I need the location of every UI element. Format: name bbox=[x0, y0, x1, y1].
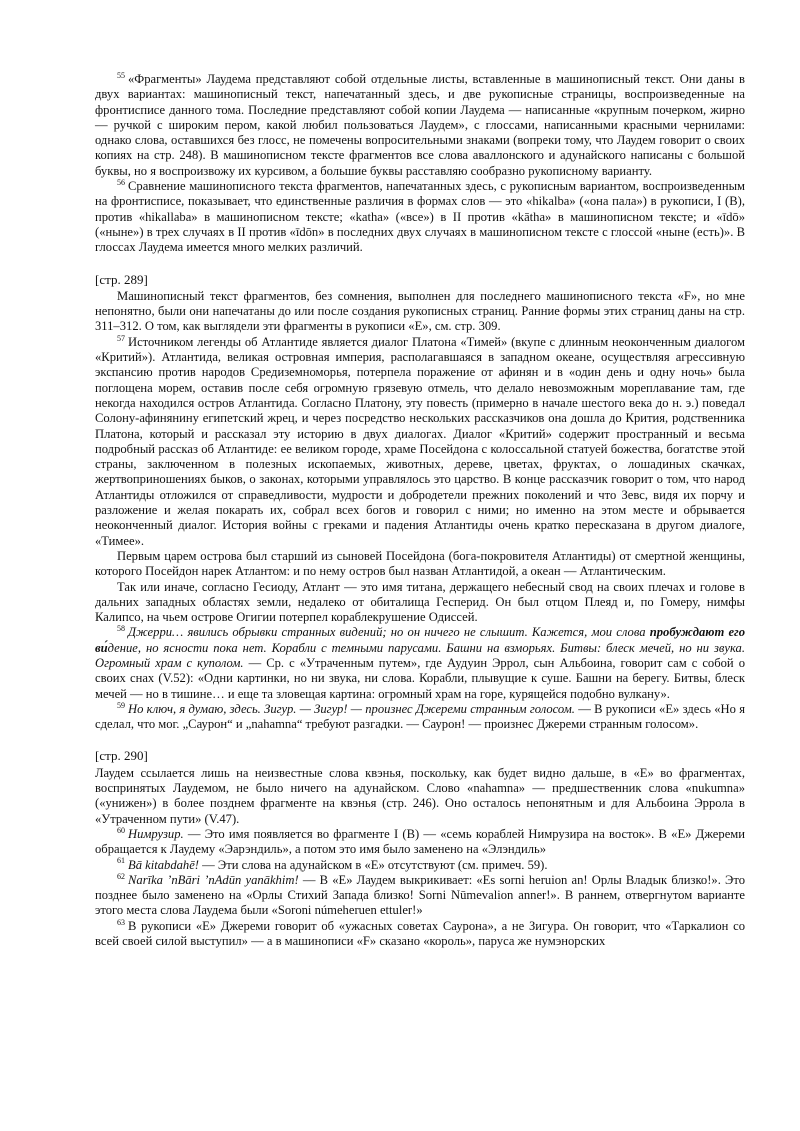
footnote-number: 60 bbox=[117, 825, 125, 835]
quote-italic: Narīka ʼnBāri ʼnAdūn yanākhim! bbox=[128, 872, 299, 887]
page-marker-289: [стр. 289] bbox=[95, 271, 148, 287]
footnote-text: — В «E» Лаудем выкрикивает: «Es sorni heruion an! Орлы Владык близко!». Это позднее было заменено на «Орлы Стихий Запада близко! Sorni Nūmevalion anner!». В раннем, отвергнутом варианте этого места слова Лаудема были «Soroni númeheruen ettuler!» bbox=[95, 872, 745, 918]
footnote-number: 58 bbox=[117, 624, 125, 634]
footnote-57-continued-2: Так или иначе, согласно Гесиоду, Атлант — это имя титана, держащего небесный свод на своих плечах и голове в дальних западных областях земли, недалеко от обиталища Гесперид. Он был отцом Плеяд и, по Гомеру, нимфы Калипсо, на чьем острове Огигии потерпел кораблекрушение Одиссей. bbox=[95, 579, 745, 625]
paragraph-290-intro: Лаудем ссылается лишь на неизвестные слова квэнья, поскольку, как будет видно дальше, в «E» во фрагментах, воспринятых Лаудемом, не было ничего на адунайском. Слово «nahamna» — предшественник слова «nukumna» («унижен») в более позднем фрагменте на квэнья (стр. 246). Оно осталось непонятным и для Альбоина Эррола в «Утраченном пути» (V.47). bbox=[95, 765, 745, 826]
footnote-number: 63 bbox=[117, 917, 125, 927]
footnote-number: 55 bbox=[117, 70, 125, 80]
quote-italic: Джерри… явились обрывки странных видений; но он ничего не слышит. Кажется, мои слова bbox=[128, 625, 646, 640]
quote-italic: Нимрузир. bbox=[128, 826, 184, 841]
quote-italic: Bā kitabdahē! bbox=[128, 857, 199, 872]
footnote-number: 57 bbox=[117, 333, 125, 343]
footnote-text: Источником легенды об Атлантиде является диалог Платона «Тимей» (вкупе с длинным неоконченным диалогом «Критий»). Атлантида, великая островная империя, располагавшаяся в западном океане, осуществляя агрессивную экспансию против народов Средиземноморья, потерпела поражение от афинян и в «один день и одну ночь» была поглощена морем, оставив после себя огромную грязевую отмель, что делало невозможным мореплавание там, где некогда находился остров Атлантида. Согласно Платону, эту повесть (примерно в начале шестого века до н. э.) поведал Солону-афинянину египетский жрец, и через посредство нескольких рассказчиков она дошла до Крития, родственника Платона, который и рассказал эту историю в двух диалогах. Диалог «Критий» содержит пространный и весьма подробный рассказ об Атлантиде: ее великом городе, храме Посейдона с колоссальной статуей божества, богатстве этой страны, заключенном в полезных ископаемых, животных, дереве, цветах, фруктах, о лошадиных скачках, жертвоприношениях быков, о законах, которыми управлялось это царство. В конце рассказчик говорит о том, что народ Атлантиды отложился от справедливости, мудрости и добродетели прежних поколений и что Зевс, видя их порчу и разложение и желая покарать их, собрал всех богов и говорил с ними; но именно на этом месте и обрывается неоконченный диалог. История войны с греками и падения Атлантиды очень кратко пересказана в другом диалоге, «Тимее». bbox=[95, 334, 745, 548]
footnote-60 bbox=[95, 827, 745, 858]
footnote-57 bbox=[95, 335, 745, 549]
footnote-number: 59 bbox=[117, 700, 125, 710]
footnote-63 bbox=[95, 919, 745, 950]
footnote-text: В рукописи «E» Джереми говорит об «ужасных советах Саурона», а не Зигура. Он говорит, что «Таркалион со всей своей силой выступил» — а в машинописи «F» сказано «король», паруса же нумэнорских bbox=[95, 918, 745, 949]
footnote-text: Сравнение машинописного текста фрагментов, напечатанных здесь, с рукописным вариантом, воспроизведенным на фронтисписе, показывает, что единственные различия в формах слов — это «hikalba» («она пала») в рукописи, I (B), против «hikallaba» в машинописном тексте; «katha» («все») в II против «kātha» в машинописном тексте; и «īdō» («ныне») в трех случаях в II против «īdōn» в последних двух случаях в машинописном тексте с глоссой «ныне (есть)». В глоссах Лаудема имеется много мелких различий. bbox=[95, 179, 745, 255]
footnote-text: — Это имя появляется во фрагменте I (B) — «семь кораблей Нимрузира на восток». В «E» Джереми обращается к Лаудему «Эарэндиль», а потом это имя было заменено на «Элэндиль» bbox=[95, 826, 745, 857]
footnote-59 bbox=[95, 702, 745, 733]
footnote-text: — Ср. с «Утраченным путем», где Аудуин Эррол, сын Альбоина, говорит сам с собой о своих снах (V.52): «Одни картинки, но ни звука, ни слова. Корабли, плывущие к суше. Башни на берегу. Битвы, блеск мечей — но в тишине… и еще та зловещая картина: огромный храм на горе, курящейся подобно вулкану». bbox=[95, 655, 745, 701]
page-body bbox=[95, 72, 745, 949]
footnote-62 bbox=[95, 873, 745, 919]
footnote-number: 62 bbox=[117, 871, 125, 881]
footnote-57-continued-1: Первым царем острова был старший из сыновей Посейдона (бога-покровителя Атлантиды) от смертной женщины, которого Посейдон нарек Атлантом: и по нему остров был назван Атлантидой, а океан — Атлантическим. bbox=[95, 548, 745, 579]
page-marker-290: [стр. 290] bbox=[95, 748, 148, 764]
footnote-text: «Фрагменты» Лаудема представляют собой отдельные листы, вставленные в машинописный текст. Они даны в двух вариантах: машинописный текст, напечатанный здесь, и две рукописные страницы, воспроизведенные на фронтисписе данного тома. Последние представляют собой копии Лаудема — написанные «крупным почерком, жирно — ручкой с широким пером, какой любил пользоваться Лаудем», с глоссами, написанными красными чернилами: однако слова, оставшихся без глосс, не помечены вопросительными знаками (вопреки тому, что Лаудем говорит о своих копиях на стр. 248). В машинописном тексте фрагментов все слова аваллонского и адунайского написаны с большой буквы, но я воспроизвожу их курсивом, а большие буквы расставляю сообразно рукописному варианту. bbox=[95, 72, 745, 178]
footnote-55 bbox=[95, 72, 745, 179]
footnote-number: 56 bbox=[117, 177, 125, 187]
footnote-text: — Эти слова на адунайском в «E» отсутствуют (см. примеч. 59). bbox=[202, 857, 548, 872]
footnote-56 bbox=[95, 179, 745, 255]
quote-italic: дение, но ясности пока нет. Корабли с темными парусами. Башни на взморьях. Битвы: блеск мечей, но ни звука. Огромный храм с куполом. bbox=[95, 640, 745, 670]
footnote-61 bbox=[95, 858, 745, 873]
paragraph-289-intro: Машинописный текст фрагментов, без сомнения, выполнен для последнего машинописного текста «F», но мне непонятно, были они напечатаны до или после создания рукописных страниц. Ранние формы этих страниц даны на стр. 311–312. О том, как выглядели эти фрагменты в рукописи «E», см. стр. 309. bbox=[95, 288, 745, 334]
footnote-text: — В рукописи «E» здесь «Но я сделал, что мог. „Саурон“ и „nahamna“ требуют разгадки. — Саурон! — произнес Джереми странным голосом». bbox=[95, 701, 745, 732]
quote-bold-italic: пробуждают его ви́ bbox=[95, 625, 745, 655]
footnote-number: 61 bbox=[117, 856, 125, 866]
quote-italic: Но ключ, я думаю, здесь. Зигур. — Зигур! — произнес Джереми странным голосом. bbox=[128, 701, 575, 716]
footnote-58 bbox=[95, 625, 745, 701]
